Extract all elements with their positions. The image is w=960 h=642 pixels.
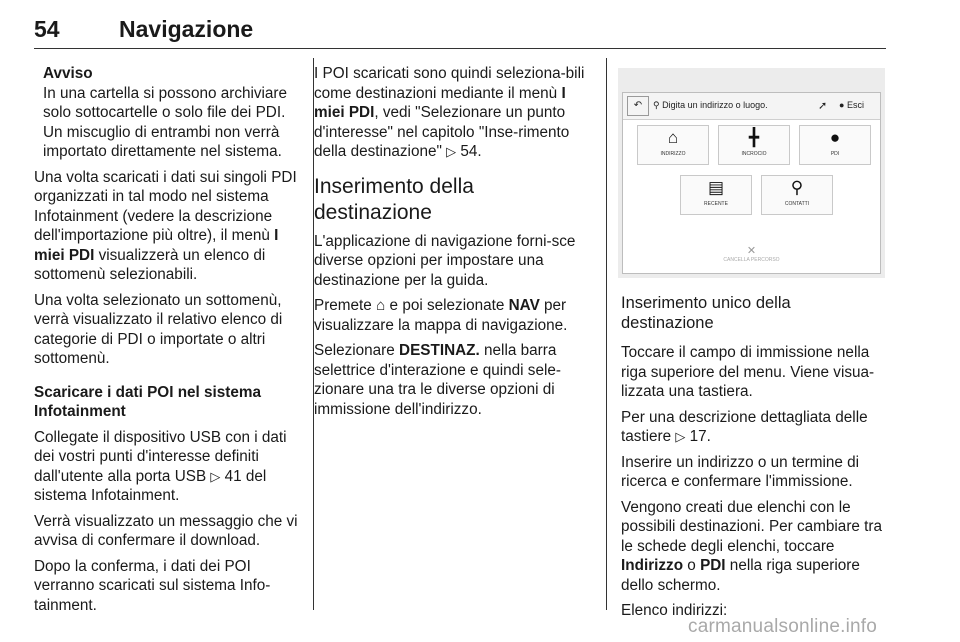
subsection-heading: Inserimento unico della destinazione [621,294,791,332]
nav-screen [622,92,881,274]
paragraph: I POI scaricati sono quindi seleziona-bili come destinazioni mediante il menù I miei PDI, vedi "Selezionare un punto d'interesse" nel capitolo "Inse-rimento della destinazione" ▷ 54. [314,65,585,160]
search-bar [623,93,880,120]
page-header [34,8,886,49]
note-text: In una cartella si possono archiviare solo sottocartelle o solo file dei PDI. Un miscuglio di entrambi non verrà importato direttamente nel sistema. [43,84,288,160]
triangle-ref-icon: ▷ [446,144,457,159]
section-heading: Inserimento della destinazione [314,174,474,224]
watermark: carmanualsonline.info [688,616,878,637]
intersection-icon: ╋ [748,128,760,147]
paragraph: Una volta selezionato un sottomenù, verrà visualizzato il relativo elenco di categorie di PDI o importate o altri sottomenù. [34,291,283,367]
paragraph: Per una descrizione dettagliata delle tastiere ▷ 17. [621,408,868,445]
paragraph: Vengono creati due elenchi con le possibili destinazioni. Per cambiare tra le schede degli elenchi, toccare Indirizzo o PDI nella riga superiore dello schermo. [621,498,883,594]
home-icon: ⌂ [667,128,679,147]
menu-ref: I miei PDI [314,84,566,121]
tile-address[interactable]: ⌂ INDIRIZZO [637,125,709,165]
triangle-ref-icon: ▷ [210,468,221,484]
paragraph: Inserire un indirizzo o un termine di ricerca e confermare l'immissione. [621,453,860,490]
close-circle-icon: ● [839,100,845,110]
tile-recent[interactable]: ▤ RECENTE [680,175,752,215]
paragraph: Dopo la conferma, i dati dei POI verranno scaricati sul sistema Info-tainment. [34,557,271,614]
paragraph: L'applicazione di navigazione forni-sce diverse opzioni per impostare una destinazione per la guida. [314,232,576,289]
navigation-signal-icon: ➚ [818,100,828,112]
middle-column [314,64,592,425]
home-key-icon: ⌂ [376,297,386,314]
paragraph: Verrà visualizzato un messaggio che vi avvisa di confermare il download. [34,512,298,549]
search-field[interactable]: ⚲ Digita un indirizzo o luogo. [653,100,768,110]
tile-contacts[interactable]: ⚲ CONTATTI [761,175,833,215]
paragraph: Premete ⌂ e poi selezionate NAV per visualizzare la mappa di navigazione. [314,297,568,334]
right-column [621,293,887,627]
close-icon: ✕ [746,245,757,257]
column-divider [606,58,607,610]
section-title: Navigazione [119,16,254,42]
subheading: Scaricare i dati POI nel sistema Infotainment [34,383,262,420]
exit-button[interactable]: ● Esci [839,100,864,110]
note-title: Avviso [43,65,93,82]
page-number: 54 [34,16,60,42]
person-icon: ⚲ [790,178,804,197]
triangle-ref-icon: ▷ [675,429,686,444]
cancel-route-button[interactable]: ✕ CANCELLA PERCORSO [623,245,880,263]
paragraph: Una volta scaricati i dati sui singoli PDI organizzati in tal modo nel sistema Infotainment (vedere la descrizione dell'importazione più oltre), il menù I miei PDI visualizzerà un elenco di sottomenù selezionabili. [34,168,297,283]
note-box [34,64,300,162]
paragraph: Elenco indirizzi: [621,602,728,619]
paragraph: Collegate il dispositivo USB con i dati dei vostri punti d'interesse definiti dall'utente alla porta USB ▷ 41 del sistema Infotainment. [34,428,287,504]
search-icon: ⚲ [653,100,660,110]
tile-intersection[interactable]: ╋ INCROCIO [718,125,790,165]
infotainment-screenshot [618,68,885,278]
back-arrow-icon[interactable]: ↶ [627,96,649,116]
paragraph: Selezionare DESTINAZ. nella barra selettrice d'interazione e quindi sele-zionare una tra le diverse opzioni di immissione dell'indirizzo. [314,342,561,418]
paragraph: Toccare il campo di immissione nella riga superiore del menu. Viene visua-lizzata una tastiera. [621,344,875,400]
recent-list-icon: ▤ [707,178,725,197]
menu-ref: I miei PDI [34,227,279,264]
left-column [34,64,300,621]
tile-poi[interactable]: ● PDI [799,125,871,165]
pin-icon: ● [829,128,841,147]
